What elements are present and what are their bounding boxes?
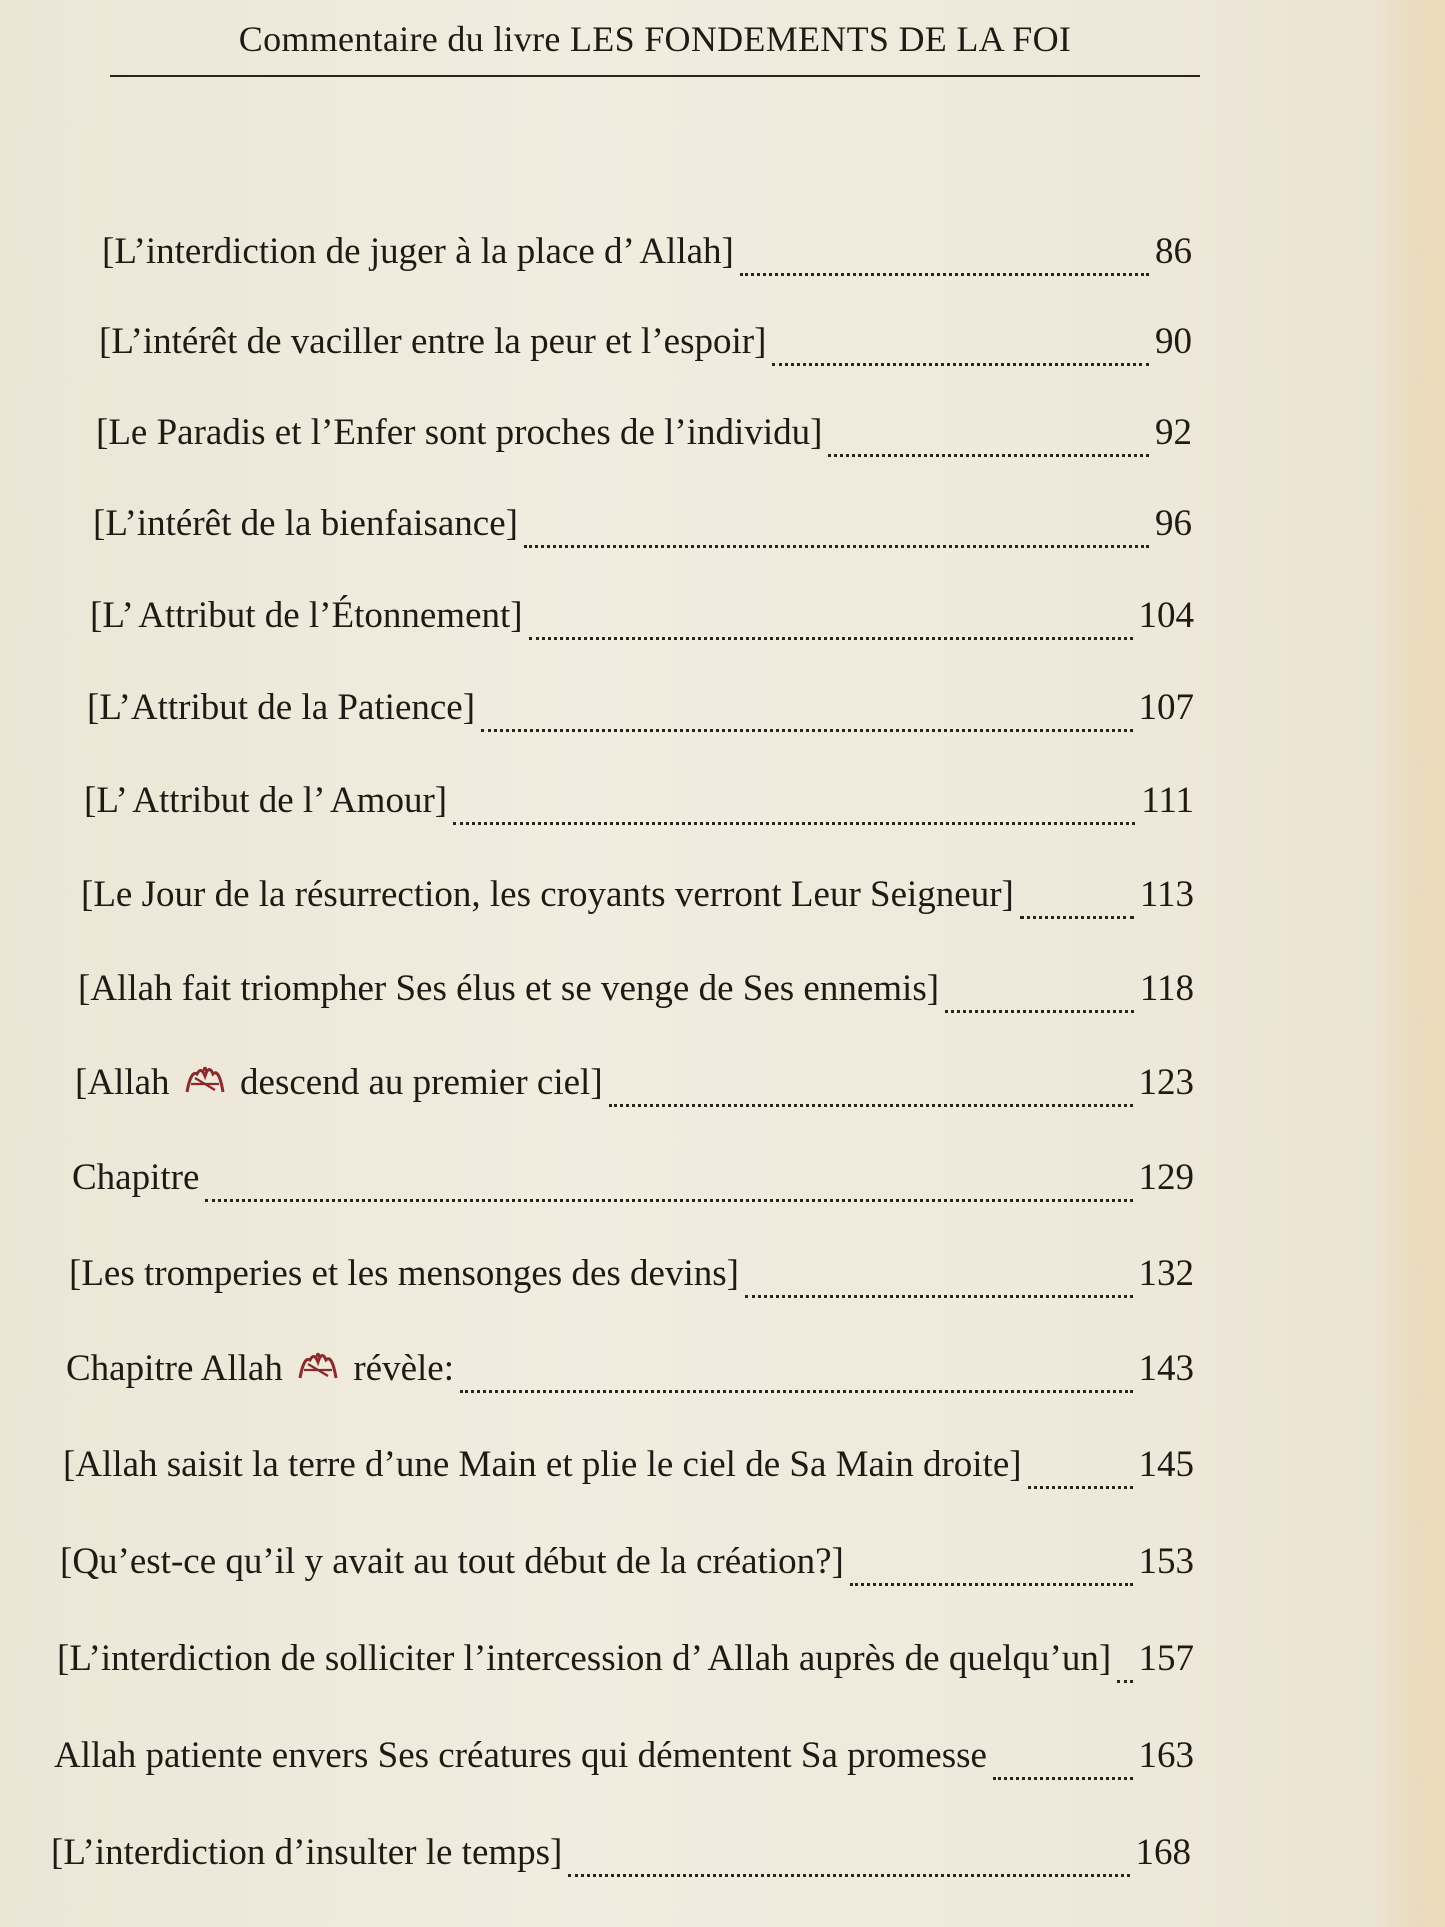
toc-entry-page: 129 [1138, 1157, 1194, 1198]
toc-entry-page: 153 [1138, 1541, 1194, 1582]
toc-entry-title-end: descend au premier ciel] [240, 1062, 603, 1103]
toc-entry-title: [L’interdiction d’insulter le temps] [51, 1832, 563, 1873]
dot-leader [828, 454, 1149, 457]
toc-entry [90, 594, 1194, 654]
dot-leader [460, 1390, 1133, 1393]
toc-entry-title: [Le Paradis et l’Enfer sont proches de l’individu] [96, 412, 823, 453]
running-head: Commentaire du livre LES FONDEMENTS DE LA FOI [238, 19, 1072, 59]
toc-entry [84, 779, 1194, 839]
toc-entry-title-start: Chapitre Allah [66, 1348, 283, 1389]
toc-entry-title: Chapitre [72, 1157, 200, 1198]
toc-entry [75, 1061, 1194, 1121]
toc-entry-page: 145 [1138, 1444, 1194, 1485]
toc-entry-page: 107 [1138, 687, 1194, 728]
toc-entry-page: 163 [1138, 1735, 1194, 1776]
toc-entry-title: [Allah saisit la terre d’une Main et plie le ciel de Sa Main droite] [63, 1444, 1022, 1485]
toc-entry [66, 1347, 1194, 1407]
dot-leader [205, 1199, 1132, 1202]
dot-leader [772, 363, 1149, 366]
toc-entry-page: 90 [1155, 321, 1192, 362]
toc-entry-page: 123 [1138, 1062, 1194, 1103]
dot-leader [993, 1777, 1133, 1780]
calligraphy-seal-icon [296, 1348, 340, 1384]
toc-entry [99, 320, 1192, 380]
dot-leader [609, 1104, 1133, 1107]
toc-entry-title [66, 1347, 454, 1390]
toc-entry-page: 113 [1139, 874, 1194, 915]
toc-entry-page: 157 [1138, 1638, 1194, 1679]
toc-entry-page: 168 [1135, 1832, 1191, 1873]
dot-leader [568, 1874, 1129, 1877]
toc-entry-page: 92 [1155, 412, 1192, 453]
toc-entry-page: 118 [1139, 968, 1194, 1009]
toc-entry [78, 967, 1194, 1027]
toc-entry [72, 1156, 1194, 1216]
toc-entry-title-end: révèle: [353, 1348, 454, 1389]
toc-entry-page: 111 [1141, 780, 1194, 821]
dot-leader [745, 1295, 1133, 1298]
toc-entry-page: 132 [1138, 1253, 1194, 1294]
toc-entry-title [75, 1061, 603, 1104]
toc-entry-title: [Le Jour de la résurrection, les croyants verront Leur Seigneur] [81, 874, 1014, 915]
calligraphy-seal-icon [183, 1062, 227, 1098]
toc-entry [96, 411, 1192, 471]
dot-leader [529, 637, 1133, 640]
toc-entry-title: Allah patiente envers Ses créatures qui démentent Sa promesse [54, 1735, 987, 1776]
toc-entry [57, 1637, 1194, 1697]
toc-entry-title: [Les tromperies et les mensonges des devins] [69, 1253, 739, 1294]
toc-entry-title: [L’Attribut de la Patience] [87, 687, 476, 728]
toc-entry-page: 104 [1138, 595, 1194, 636]
toc-entry-page: 86 [1155, 231, 1192, 272]
dot-leader [1028, 1486, 1133, 1489]
header-rule [110, 75, 1200, 77]
toc-entry [54, 1734, 1194, 1794]
toc-entry [60, 1540, 1194, 1600]
toc-entry [87, 686, 1194, 746]
dot-leader [453, 822, 1135, 825]
toc-entry-title: [L’ Attribut de l’Étonnement] [90, 595, 523, 636]
toc-entry-title: [L’intérêt de la bienfaisance] [93, 503, 518, 544]
page-edge [1375, 0, 1445, 1927]
toc-entry [69, 1252, 1194, 1312]
toc-entry [51, 1831, 1191, 1891]
dot-leader [1117, 1680, 1132, 1683]
dot-leader [481, 729, 1132, 732]
toc-entry-page: 96 [1155, 503, 1192, 544]
dot-leader [740, 273, 1149, 276]
toc-entry [81, 873, 1194, 933]
dot-leader [850, 1583, 1133, 1586]
toc-entry [102, 230, 1192, 290]
dot-leader [945, 1010, 1134, 1013]
dot-leader [1020, 916, 1134, 919]
toc-entry-title: [L’intérêt de vaciller entre la peur et l’espoir] [99, 321, 767, 362]
toc-entry [63, 1443, 1194, 1503]
toc-entry-title: [L’interdiction de juger à la place d’ Allah] [102, 231, 734, 272]
toc-entry [93, 502, 1192, 562]
toc-entry-title: [Allah fait triompher Ses élus et se venge de Ses ennemis] [78, 968, 940, 1009]
toc-entry-title: [L’interdiction de solliciter l’intercession d’ Allah auprès de quelqu’un] [57, 1638, 1112, 1679]
toc-entry-title: [Qu’est-ce qu’il y avait au tout début de la création?] [60, 1541, 844, 1582]
dot-leader [524, 545, 1149, 548]
toc-entry-title: [L’ Attribut de l’ Amour] [84, 780, 448, 821]
toc-entry-page: 143 [1138, 1348, 1194, 1389]
toc-entry-title-start: [Allah [75, 1062, 170, 1103]
